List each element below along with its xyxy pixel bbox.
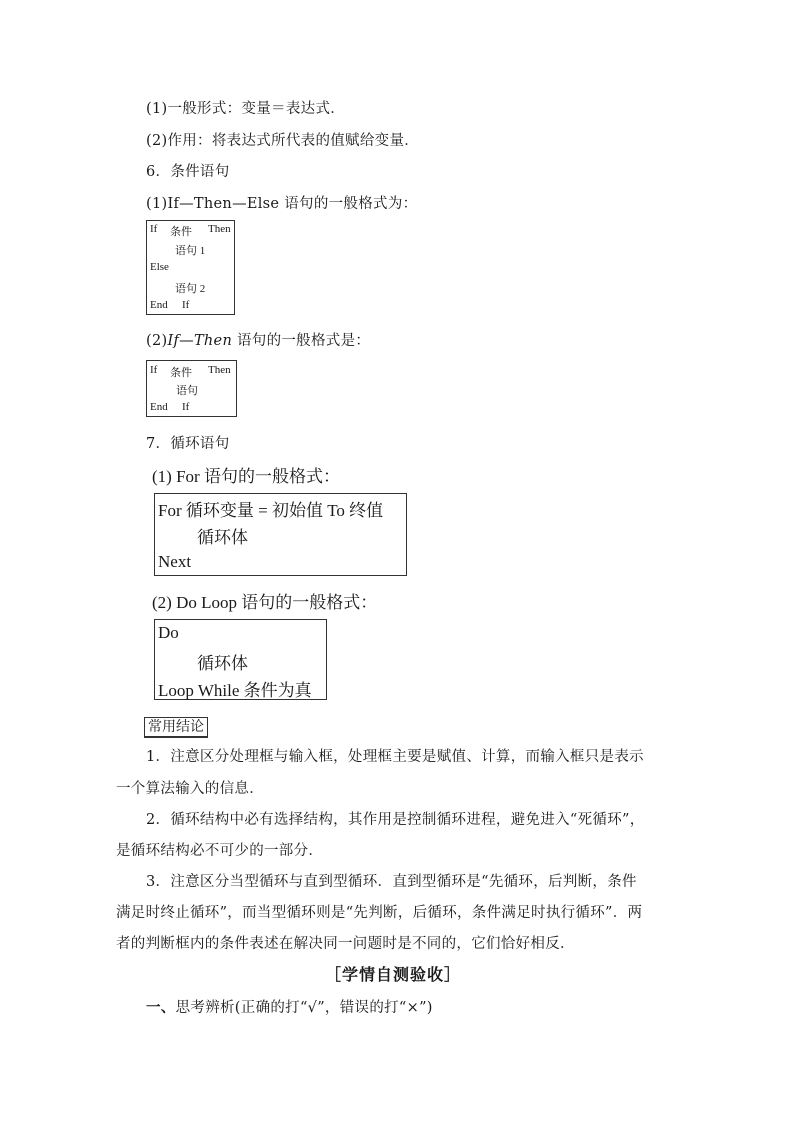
- conclusion-2-line-1: 2．循环结构中必有选择结构，其作用是控制循环进程，避免进入“死循环”，: [146, 812, 645, 828]
- code-keyword: If: [182, 299, 190, 311]
- for-intro: (1) For 语句的一般格式：: [152, 467, 340, 486]
- code-keyword: Then: [208, 223, 231, 235]
- loop-heading: 7．循环语句: [146, 436, 230, 452]
- conditional-intro-1: (1)If—Then—Else 语句的一般格式为：: [146, 196, 418, 212]
- code-statement: 语句 2: [175, 283, 206, 295]
- code-keyword: If: [182, 401, 190, 413]
- conclusion-1-line-1: 1．注意区分处理框与输入框，处理框主要是赋值、计算，而输入框只是表示: [146, 749, 644, 765]
- code-keyword: Then: [208, 364, 231, 376]
- code-statement: 语句 1: [175, 245, 206, 257]
- conditional-heading: 6．条件语句: [146, 164, 230, 180]
- conclusion-2-line-2: 是循环结构必不可少的一部分．: [116, 843, 324, 859]
- code-keyword: If: [150, 223, 158, 235]
- code-condition: 条件: [170, 367, 192, 379]
- question-text: 思考辨析(正确的打“√”，错误的打“×”): [175, 1000, 433, 1016]
- conclusion-1-line-2: 一个算法输入的信息．: [116, 781, 264, 797]
- code-keyword: Else: [150, 261, 169, 273]
- conclusions-tag: 常用结论: [144, 717, 208, 738]
- code-keyword: End: [150, 401, 168, 413]
- code-line: 循环体: [197, 528, 248, 547]
- do-loop-code-box: [154, 619, 327, 700]
- code-keyword: If: [150, 364, 158, 376]
- question-number: 一、: [146, 999, 176, 1016]
- code-line: Next: [158, 552, 192, 571]
- intro-italic: If—Then: [167, 333, 233, 349]
- for-code-box: [154, 493, 407, 576]
- code-line: 循环体: [197, 654, 248, 673]
- intro-prefix: (2): [146, 333, 168, 349]
- code-line: Do: [158, 623, 179, 642]
- section-title: ［学情自测验收］: [325, 965, 462, 984]
- conclusion-3-line-1: 3．注意区分当型循环与直到型循环．直到型循环是“先循环，后判断，条件: [146, 874, 637, 890]
- if-then-else-code-box: [146, 220, 235, 315]
- intro-suffix: 语句的一般格式是：: [232, 333, 371, 349]
- assignment-purpose-line: (2)作用：将表达式所代表的值赋给变量．: [146, 133, 420, 149]
- question-1-line: [146, 996, 433, 1017]
- do-loop-intro: (2) Do Loop 语句的一般格式：: [152, 593, 378, 612]
- conditional-intro-2: [146, 329, 370, 350]
- conclusion-3-line-3: 者的判断框内的条件表述在解决同一问题时是不同的，它们恰好相反．: [116, 936, 575, 952]
- if-then-code-box: [146, 360, 237, 417]
- code-keyword: End: [150, 299, 168, 311]
- code-condition: 条件: [170, 226, 192, 238]
- conclusion-3-line-2: 满足时终止循环”，而当型循环则是“先判断，后循环，条件满足时执行循环”．两: [116, 905, 643, 921]
- code-line: For 循环变量 = 初始值 To 终值: [158, 501, 384, 520]
- code-statement: 语句: [176, 385, 198, 397]
- assignment-form-line: (1)一般形式：变量＝表达式．: [146, 101, 346, 117]
- code-line: Loop While 条件为真: [158, 681, 312, 700]
